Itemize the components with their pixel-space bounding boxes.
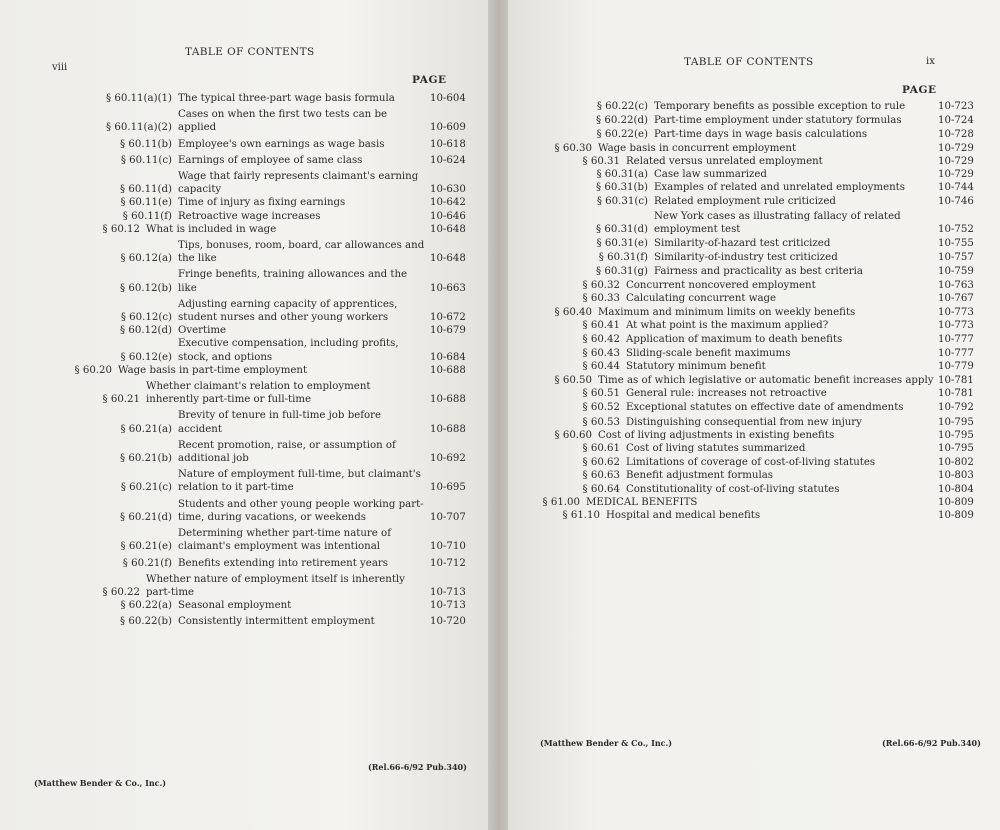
section-number: § 60.22(d) bbox=[596, 115, 648, 127]
entry-page: 10-646 bbox=[430, 210, 466, 222]
toc-entry bbox=[0, 170, 486, 196]
section-number: § 60.20 bbox=[74, 364, 112, 376]
entry-page: 10-713 bbox=[430, 600, 466, 612]
section-number: § 60.31(e) bbox=[596, 238, 648, 250]
entry-title: Sliding-scale benefit maximums bbox=[626, 347, 791, 359]
section-number: § 60.61 bbox=[582, 443, 620, 455]
entry-title: Executive compensation, including profits, stock, and options bbox=[178, 338, 399, 363]
entry-page: 10-624 bbox=[430, 154, 466, 166]
entry-title: Students and other young people working part-time, during vacations, or weekends bbox=[178, 498, 424, 523]
toc-entry bbox=[0, 409, 486, 435]
section-number: § 60.31 bbox=[582, 155, 620, 167]
toc-entry bbox=[508, 360, 994, 373]
toc-entry bbox=[0, 364, 486, 377]
entry-page: 10-648 bbox=[430, 223, 466, 235]
section-number: § 60.31(f) bbox=[598, 252, 648, 264]
entry-title: Recent promotion, raise, or assumption of additional job bbox=[178, 439, 396, 465]
entry-title: Maximum and minimum limits on weekly benefits bbox=[598, 307, 856, 319]
entry-page: 10-720 bbox=[430, 616, 466, 628]
toc-entry bbox=[0, 615, 486, 628]
entry-page: 10-746 bbox=[938, 196, 974, 208]
toc-entry bbox=[0, 439, 486, 465]
toc-entry bbox=[0, 573, 486, 599]
entry-page: 10-773 bbox=[938, 307, 974, 319]
left-footer-release: (Rel.66-6/92 Pub.340) bbox=[368, 762, 467, 772]
toc-entry bbox=[0, 380, 486, 406]
section-number: § 60.31(b) bbox=[596, 182, 648, 194]
toc-entry bbox=[0, 298, 486, 324]
toc-entry bbox=[508, 509, 994, 522]
entry-page: 10-729 bbox=[938, 155, 974, 167]
entry-title: Similarity-of-hazard test criticized bbox=[654, 238, 831, 250]
entry-page: 10-648 bbox=[430, 253, 466, 265]
entry-title: Whether nature of employment itself is inherently part-time bbox=[146, 573, 405, 598]
toc-entry bbox=[508, 416, 994, 429]
toc-entry bbox=[508, 155, 994, 168]
toc-entry bbox=[508, 168, 994, 181]
entry-title: Examples of related and unrelated employments bbox=[654, 182, 906, 194]
section-number: § 60.53 bbox=[582, 416, 620, 428]
toc-entry bbox=[0, 108, 486, 134]
toc-entry bbox=[508, 195, 994, 208]
entry-page: 10-803 bbox=[938, 470, 974, 482]
section-number: § 60.22(e) bbox=[596, 129, 648, 141]
entry-page: 10-630 bbox=[430, 184, 466, 196]
entry-page: 10-688 bbox=[430, 364, 466, 376]
entry-page: 10-604 bbox=[430, 93, 466, 104]
entry-page: 10-777 bbox=[938, 347, 974, 359]
toc-entry bbox=[0, 468, 486, 494]
entry-title: Case law summarized bbox=[654, 169, 767, 181]
left-page-number: viii bbox=[52, 62, 68, 73]
toc-entry bbox=[508, 469, 994, 482]
section-number: § 60.31(d) bbox=[596, 223, 648, 235]
entry-page: 10-688 bbox=[430, 394, 466, 406]
section-number: § 60.12(b) bbox=[120, 282, 172, 294]
entry-title: General rule: increases not retroactive bbox=[626, 388, 827, 400]
entry-page: 10-618 bbox=[430, 138, 466, 150]
entry-page: 10-795 bbox=[938, 416, 974, 428]
entry-page: 10-672 bbox=[430, 312, 466, 324]
entry-page: 10-773 bbox=[938, 320, 974, 332]
entry-title: Calculating concurrent wage bbox=[626, 292, 777, 304]
entry-page: 10-777 bbox=[938, 334, 974, 346]
section-number: § 60.51 bbox=[582, 388, 620, 400]
section-number: § 60.32 bbox=[582, 279, 620, 291]
section-number: § 60.12(d) bbox=[120, 325, 172, 337]
entry-title: Whether claimant's relation to employment inherently part-time or full-time bbox=[146, 381, 371, 406]
entry-title: Constitutionality of cost-of-living statutes bbox=[626, 483, 840, 495]
entry-title: Time as of which legislative or automatic benefit increases apply bbox=[598, 375, 934, 387]
section-number: § 60.12(a) bbox=[120, 253, 172, 265]
section-number: § 60.12(c) bbox=[120, 312, 172, 324]
entry-page: 10-728 bbox=[938, 129, 974, 141]
section-number: § 60.21(f) bbox=[122, 557, 172, 569]
entry-page: 10-802 bbox=[938, 457, 974, 469]
entry-page: 10-792 bbox=[938, 402, 974, 414]
entry-page: 10-804 bbox=[938, 483, 974, 495]
section-number: § 60.64 bbox=[582, 483, 620, 495]
section-number: § 60.42 bbox=[582, 334, 620, 346]
section-number: § 61.10 bbox=[562, 510, 600, 522]
section-number: § 60.21(c) bbox=[120, 482, 172, 494]
toc-entry bbox=[508, 374, 994, 387]
toc-entry bbox=[0, 337, 486, 363]
entry-title: Brevity of tenure in full-time job before accident bbox=[178, 410, 382, 435]
toc-entry bbox=[508, 401, 994, 414]
entry-title: Cases on when the first two tests can be applied bbox=[178, 109, 388, 134]
toc-entry bbox=[0, 196, 486, 209]
section-number: § 60.33 bbox=[582, 292, 620, 304]
entry-page: 10-763 bbox=[938, 279, 974, 291]
toc-entry bbox=[0, 527, 486, 553]
entry-title: Wage basis in concurrent employment bbox=[598, 142, 797, 154]
entry-page: 10-729 bbox=[938, 169, 974, 181]
entry-page: 10-752 bbox=[938, 223, 974, 235]
section-number: § 60.21 bbox=[102, 394, 140, 406]
entry-title: The typical three-part wage basis formula bbox=[178, 93, 395, 104]
toc-entry bbox=[0, 599, 486, 612]
entry-page: 10-744 bbox=[938, 182, 974, 194]
toc-entry bbox=[508, 265, 994, 278]
left-page-label: PAGE bbox=[412, 74, 447, 86]
entry-title: Application of maximum to death benefits bbox=[626, 334, 843, 346]
section-number: § 60.62 bbox=[582, 457, 620, 469]
section-number: § 61.00 bbox=[542, 496, 580, 508]
section-number: § 60.44 bbox=[582, 360, 620, 372]
right-page-label: PAGE bbox=[902, 84, 937, 96]
toc-entry bbox=[508, 251, 994, 264]
section-number: § 60.11(a)(1) bbox=[106, 93, 172, 104]
entry-title: Earnings of employee of same class bbox=[178, 154, 363, 166]
right-toc bbox=[508, 100, 994, 522]
entry-page: 10-663 bbox=[430, 282, 466, 294]
entry-page: 10-795 bbox=[938, 443, 974, 455]
entry-title: Limitations of coverage of cost-of-living statutes bbox=[626, 457, 876, 469]
toc-entry bbox=[508, 306, 994, 319]
entry-title: What is included in wage bbox=[146, 223, 277, 235]
section-number: § 60.30 bbox=[554, 142, 592, 154]
entry-page: 10-723 bbox=[938, 101, 974, 112]
section-number: § 60.11(c) bbox=[120, 154, 172, 166]
entry-page: 10-642 bbox=[430, 197, 466, 209]
entry-page: 10-759 bbox=[938, 266, 974, 278]
section-number: § 60.40 bbox=[554, 307, 592, 319]
section-number: § 60.52 bbox=[582, 402, 620, 414]
entry-page: 10-767 bbox=[938, 292, 974, 304]
entry-title: Adjusting earning capacity of apprentices, student nurses and other young workers bbox=[178, 298, 398, 324]
toc-entry bbox=[508, 237, 994, 250]
section-number: § 60.41 bbox=[582, 320, 620, 332]
entry-title: Wage basis in part-time employment bbox=[118, 364, 308, 376]
left-footer-publisher: (Matthew Bender & Co., Inc.) bbox=[34, 778, 167, 788]
entry-page: 10-781 bbox=[938, 388, 974, 400]
section-number: § 60.50 bbox=[554, 375, 592, 387]
entry-page: 10-724 bbox=[938, 115, 974, 127]
toc-entry bbox=[0, 268, 486, 294]
entry-page: 10-712 bbox=[430, 557, 466, 569]
left-toc bbox=[0, 92, 486, 629]
section-number: § 60.63 bbox=[582, 470, 620, 482]
entry-page: 10-781 bbox=[938, 375, 974, 387]
right-page bbox=[508, 0, 1000, 830]
section-number: § 60.11(e) bbox=[120, 197, 172, 209]
toc-entry bbox=[0, 92, 486, 105]
section-number: § 60.22(b) bbox=[120, 616, 172, 628]
section-number: § 60.22(a) bbox=[120, 600, 172, 612]
right-footer-release: (Rel.66-6/92 Pub.340) bbox=[882, 738, 981, 748]
entry-page: 10-707 bbox=[430, 511, 466, 523]
section-number: § 60.31(g) bbox=[596, 266, 648, 278]
entry-title: Related employment rule criticized bbox=[654, 196, 836, 208]
entry-page: 10-684 bbox=[430, 351, 466, 363]
toc-entry bbox=[508, 333, 994, 346]
entry-page: 10-779 bbox=[938, 360, 974, 372]
entry-title: Statutory minimum benefit bbox=[626, 360, 766, 372]
left-page-header: TABLE OF CONTENTS bbox=[185, 46, 315, 58]
toc-entry bbox=[508, 100, 994, 113]
right-footer-publisher: (Matthew Bender & Co., Inc.) bbox=[540, 738, 673, 748]
entry-title: Related versus unrelated employment bbox=[626, 155, 823, 167]
entry-title: Fringe benefits, training allowances and the like bbox=[178, 269, 408, 294]
entry-title: Part-time days in wage basis calculations bbox=[654, 129, 868, 141]
entry-title: Part-time employment under statutory formulas bbox=[654, 115, 902, 127]
toc-entry bbox=[508, 319, 994, 332]
entry-title: Temporary benefits as possible exception to rule bbox=[654, 101, 906, 112]
toc-entry bbox=[508, 456, 994, 469]
section-number: § 60.31(a) bbox=[596, 169, 648, 181]
section-number: § 60.60 bbox=[554, 429, 592, 441]
section-number: § 60.11(d) bbox=[120, 184, 172, 196]
toc-entry bbox=[0, 498, 486, 524]
toc-entry bbox=[0, 557, 486, 570]
section-number: § 60.31(c) bbox=[596, 196, 648, 208]
entry-title: Hospital and medical benefits bbox=[606, 510, 761, 522]
toc-entry bbox=[0, 223, 486, 236]
entry-title: Exceptional statutes on effective date of amendments bbox=[626, 402, 904, 414]
entry-page: 10-757 bbox=[938, 252, 974, 264]
section-number: § 60.12 bbox=[102, 223, 140, 235]
toc-entry bbox=[508, 279, 994, 292]
entry-title: Fairness and practicality as best criteria bbox=[654, 266, 863, 278]
entry-title: Seasonal employment bbox=[178, 600, 292, 612]
entry-title: Wage that fairly represents claimant's earning capacity bbox=[178, 171, 419, 196]
entry-page: 10-809 bbox=[938, 496, 974, 508]
toc-entry bbox=[508, 210, 994, 236]
toc-entry bbox=[508, 181, 994, 194]
section-number: § 60.11(f) bbox=[122, 210, 172, 222]
left-page bbox=[0, 0, 492, 830]
entry-page: 10-809 bbox=[938, 510, 974, 522]
toc-entry bbox=[508, 496, 994, 509]
entry-title: New York cases as illustrating fallacy of related employment test bbox=[654, 210, 901, 235]
entry-title: Concurrent noncovered employment bbox=[626, 279, 816, 291]
section-number: § 60.21(e) bbox=[120, 541, 172, 553]
entry-page: 10-729 bbox=[938, 142, 974, 154]
toc-entry bbox=[508, 292, 994, 305]
toc-entry bbox=[508, 142, 994, 155]
entry-title: Cost of living adjustments in existing benefits bbox=[598, 429, 835, 441]
entry-title: Retroactive wage increases bbox=[178, 210, 321, 222]
section-number: § 60.11(b) bbox=[120, 138, 172, 150]
entry-title: Consistently intermittent employment bbox=[178, 616, 375, 628]
entry-title: Similarity-of-industry test criticized bbox=[654, 252, 838, 264]
entry-title: Cost of living statutes summarized bbox=[626, 443, 806, 455]
entry-title: Time of injury as fixing earnings bbox=[178, 197, 346, 209]
entry-page: 10-755 bbox=[938, 238, 974, 250]
section-number: § 60.22(c) bbox=[596, 101, 648, 112]
entry-title: Benefits extending into retirement years bbox=[178, 557, 388, 569]
section-number: § 60.21(b) bbox=[120, 453, 172, 465]
toc-entry bbox=[508, 429, 994, 442]
toc-entry bbox=[508, 347, 994, 360]
right-page-number: ix bbox=[926, 56, 935, 67]
entry-page: 10-609 bbox=[430, 122, 466, 134]
entry-title: Benefit adjustment formulas bbox=[626, 470, 774, 482]
entry-title: Overtime bbox=[178, 325, 227, 337]
section-number: § 60.43 bbox=[582, 347, 620, 359]
toc-entry bbox=[0, 210, 486, 223]
entry-page: 10-692 bbox=[430, 453, 466, 465]
entry-page: 10-710 bbox=[430, 541, 466, 553]
entry-page: 10-679 bbox=[430, 325, 466, 337]
entry-title: At what point is the maximum applied? bbox=[626, 320, 829, 332]
entry-page: 10-688 bbox=[430, 423, 466, 435]
toc-entry bbox=[508, 483, 994, 496]
toc-entry bbox=[0, 324, 486, 337]
entry-title: Nature of employment full-time, but claimant's relation to it part-time bbox=[178, 469, 421, 494]
entry-page: 10-713 bbox=[430, 586, 466, 598]
entry-page: 10-695 bbox=[430, 482, 466, 494]
toc-entry bbox=[508, 114, 994, 127]
section-number: § 60.21(a) bbox=[120, 423, 172, 435]
toc-entry bbox=[508, 442, 994, 455]
toc-entry bbox=[508, 387, 994, 400]
toc-entry bbox=[508, 128, 994, 141]
entry-title: Tips, bonuses, room, board, car allowances and the like bbox=[178, 240, 425, 265]
entry-title: Distinguishing consequential from new injury bbox=[626, 416, 862, 428]
right-page-header: TABLE OF CONTENTS bbox=[684, 56, 814, 68]
toc-entry bbox=[0, 154, 486, 167]
section-number: § 60.12(e) bbox=[120, 351, 172, 363]
entry-title: MEDICAL BENEFITS bbox=[586, 496, 698, 508]
toc-entry bbox=[0, 239, 486, 265]
toc-entry bbox=[0, 138, 486, 151]
section-number: § 60.11(a)(2) bbox=[106, 122, 172, 134]
section-number: § 60.21(d) bbox=[120, 511, 172, 523]
entry-page: 10-795 bbox=[938, 429, 974, 441]
entry-title: Determining whether part-time nature of claimant's employment was intentional bbox=[178, 528, 391, 553]
entry-title: Employee's own earnings as wage basis bbox=[178, 138, 385, 150]
section-number: § 60.22 bbox=[102, 586, 140, 598]
